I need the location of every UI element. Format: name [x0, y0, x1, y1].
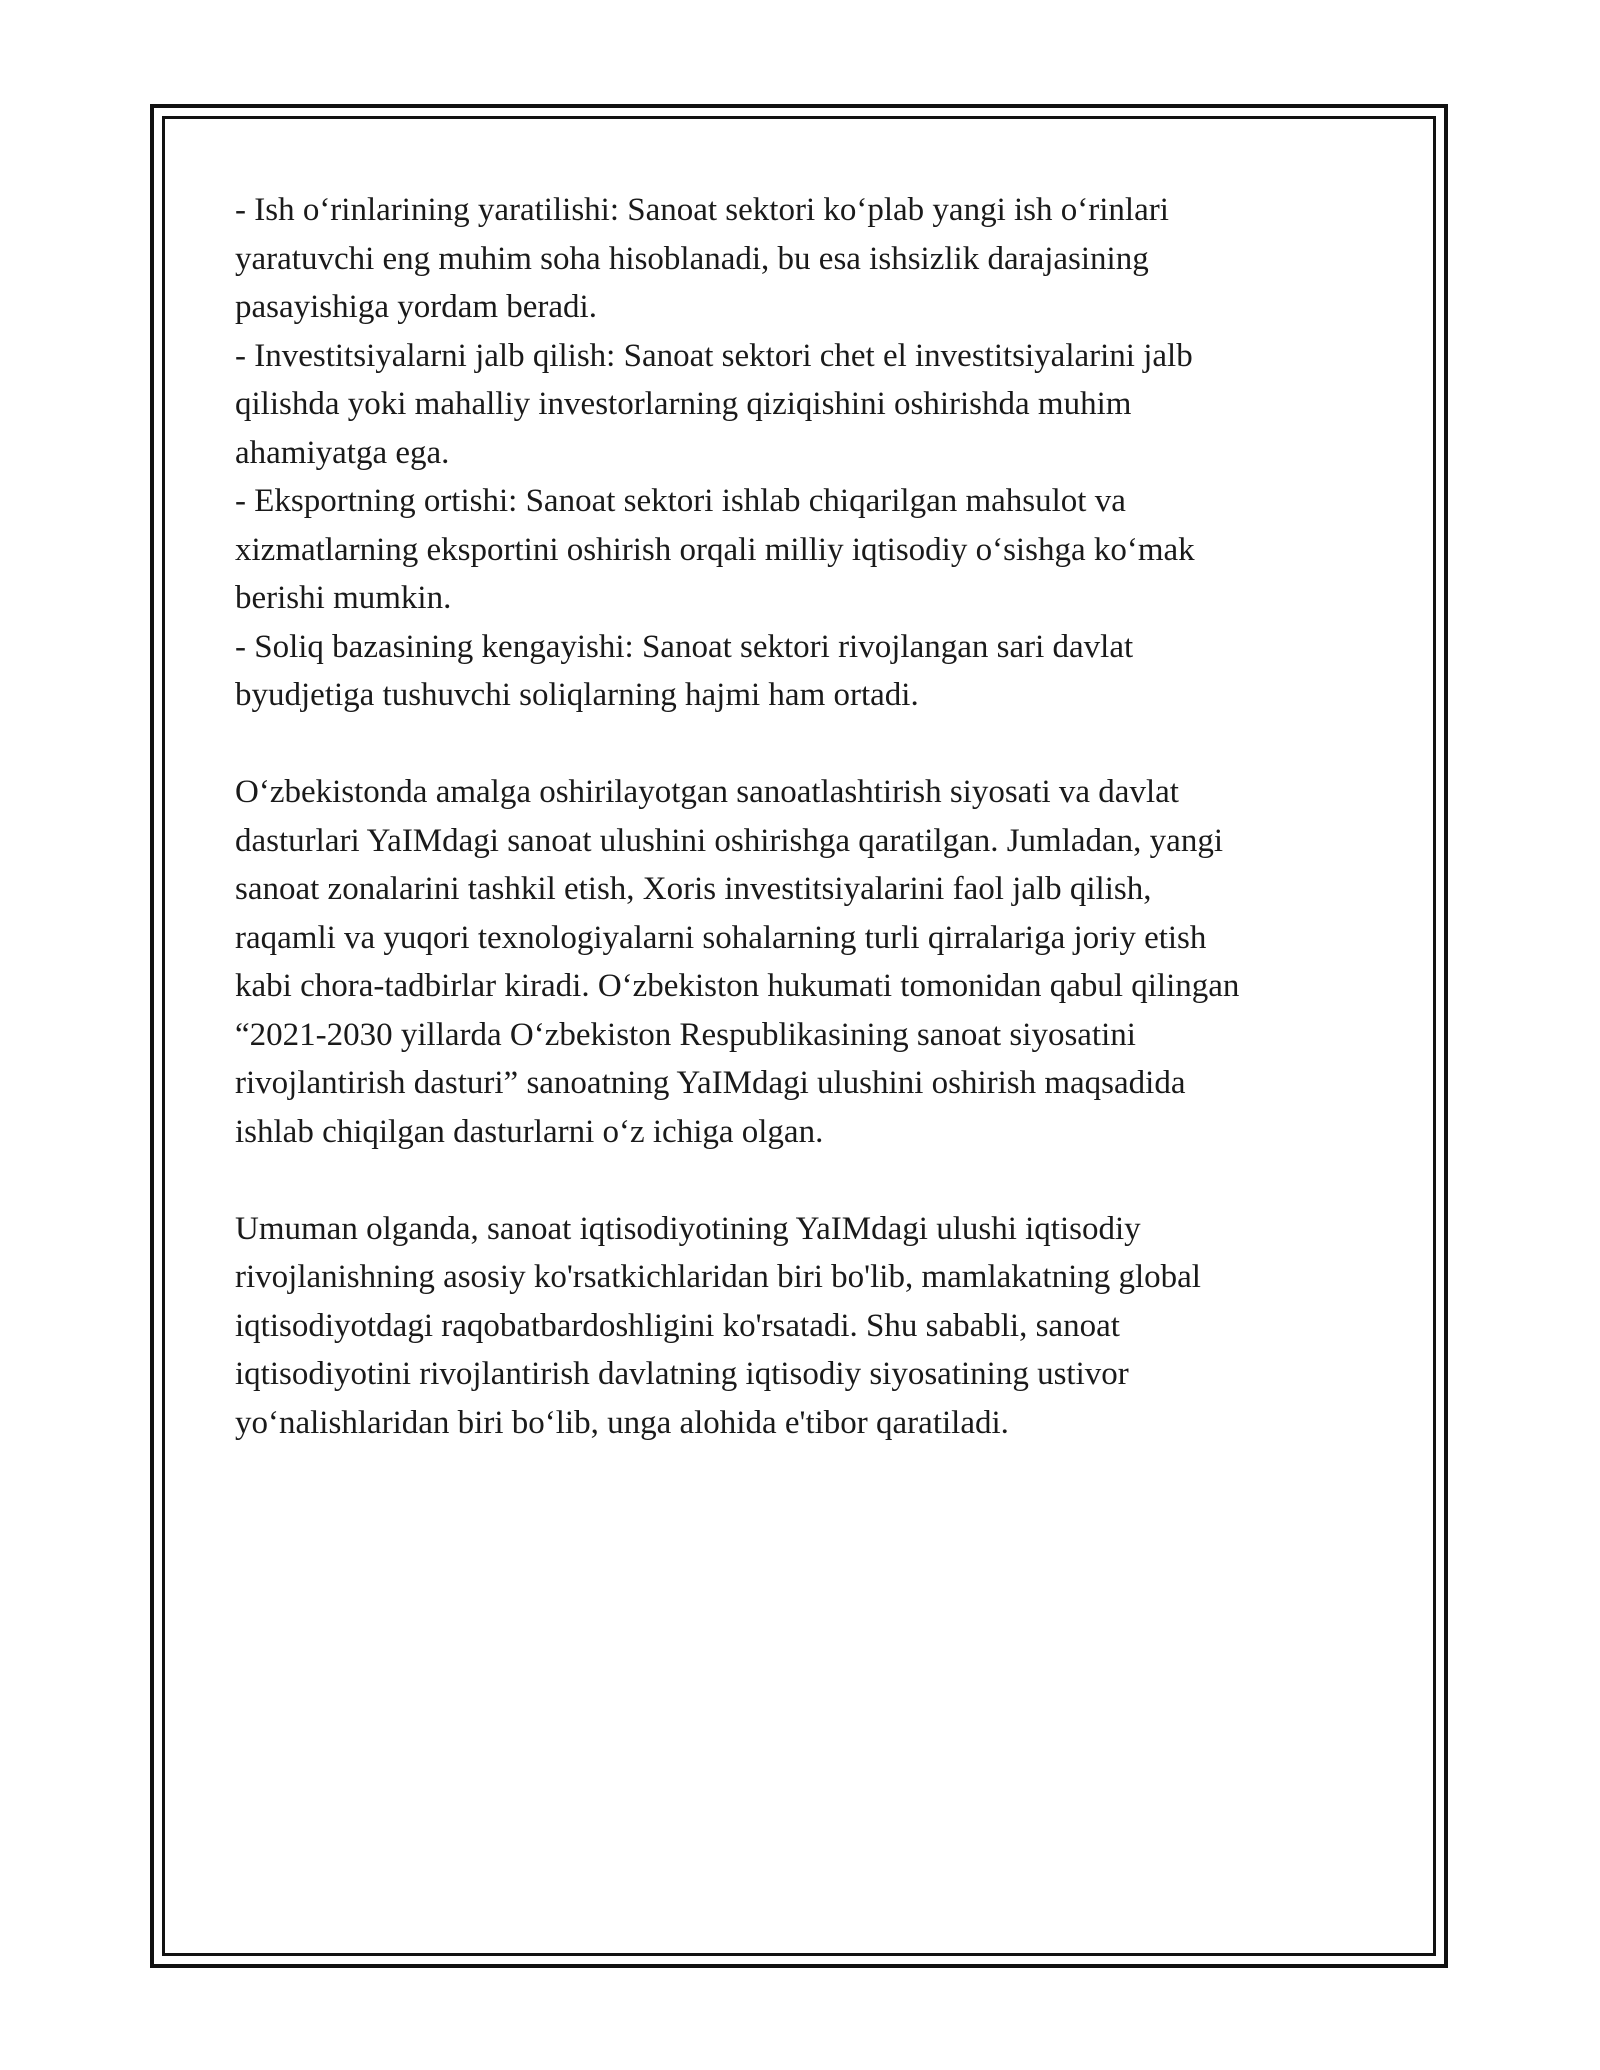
paragraph-line: Umuman olganda, sanoat iqtisodiyotining YaIMdagi ulushi iqtisodiy [235, 1210, 1141, 1247]
paragraph-line: yo‘nalishlaridan biri bo‘lib, unga alohida e'tibor qaratiladi. [235, 1404, 1009, 1441]
text-line: berishi mumkin. [235, 580, 452, 616]
paragraph-line: “2021-2030 yillarda O‘zbekiston Respublikasining sanoat siyosatini [235, 1016, 1136, 1053]
paragraph-gap [235, 720, 1375, 769]
paragraph-line: iqtisodiyotini rivojlantirish davlatning iqtisodiy siyosatining ustivor [235, 1356, 1129, 1392]
paragraph-line: sanoat zonalarini tashkil etish, Xoris investitsiyalarini faol jalb qilish, [235, 871, 1152, 907]
text-line: xizmatlarning eksportini oshirish orqali milliy iqtisodiy o‘sishga ko‘mak [235, 531, 1195, 568]
document-body [235, 186, 1375, 1447]
bullet-line: - Ish o‘rinlarining yaratilishi: Sanoat sektori ko‘plab yangi ish o‘rinlari [235, 192, 1169, 228]
paragraph-line: iqtisodiyotdagi raqobatbardoshligini ko'rsatadi. Shu sababli, sanoat [235, 1307, 1120, 1344]
paragraph-line: rivojlantirish dasturi” sanoatning YaIMdagi ulushini oshirish maqsadida [235, 1065, 1186, 1101]
text-line: pasayishiga yordam beradi. [235, 289, 597, 325]
paragraph-line: ishlab chiqilgan dasturlarni o‘z ichiga olgan. [235, 1113, 824, 1150]
paragraph-line: raqamli va yuqori texnologiyalarni sohalarning turli qirralariga joriy etish [235, 919, 1207, 956]
text-line: byudjetiga tushuvchi soliqlarning hajmi ham ortadi. [235, 677, 919, 713]
paragraph-line: kabi chora-tadbirlar kiradi. O‘zbekiston hukumati tomonidan qabul qilingan [235, 968, 1240, 1004]
paragraph-line: dasturlari YaIMdagi sanoat ulushini oshirishga qaratilgan. Jumladan, yangi [235, 822, 1224, 859]
paragraph-line: O‘zbekistonda amalga oshirilayotgan sanoatlashtirish siyosati va davlat [235, 774, 1179, 810]
text-line: yaratuvchi eng muhim soha hisoblanadi, bu esa ishsizlik darajasining [235, 240, 1149, 277]
bullet-line: - Investitsiyalarni jalb qilish: Sanoat sektori chet el investitsiyalarini jalb [235, 337, 1193, 374]
bullet-line: - Soliq bazasining kengayishi: Sanoat sektori rivojlangan sari davlat [235, 628, 1134, 665]
bullet-line: - Eksportning ortishi: Sanoat sektori ishlab chiqarilgan mahsulot va [235, 483, 1126, 519]
text-line: qilishda yoki mahalliy investorlarning qiziqishini oshirishda muhim [235, 386, 1132, 422]
text-line: ahamiyatga ega. [235, 434, 450, 471]
paragraph-line: rivojlanishning asosiy ko'rsatkichlaridan biri bo'lib, mamlakatning global [235, 1259, 1201, 1295]
paragraph-gap [235, 1156, 1375, 1205]
